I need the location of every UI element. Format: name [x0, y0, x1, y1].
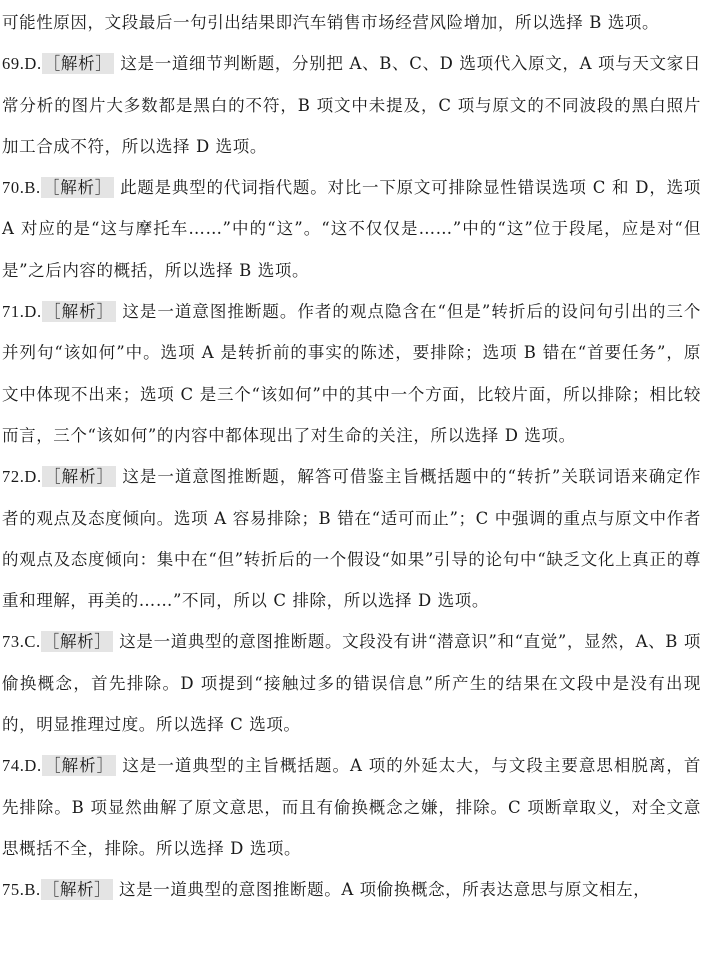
- paragraph-70: [2, 167, 701, 291]
- analysis-tag: ［解析］: [42, 880, 112, 900]
- analysis-tag: ［解析］: [43, 54, 113, 74]
- question-number: 70.B.: [2, 178, 41, 198]
- paragraph-71: [2, 291, 701, 456]
- paragraph-74: [2, 745, 701, 869]
- paragraph-75: [2, 869, 701, 910]
- paragraph-text: 这是一道典型的意图推断题。A 项偷换概念，所表达意思与原文相左，: [113, 880, 651, 900]
- analysis-tag: ［解析］: [43, 467, 115, 487]
- analysis-tag: ［解析］: [43, 756, 115, 776]
- analysis-tag: ［解析］: [42, 632, 112, 652]
- paragraph-text: 可能性原因，文段最后一句引出结果即汽车销售市场经营风险增加，所以选择 B 选项。: [2, 13, 660, 32]
- analysis-tag: ［解析］: [42, 178, 113, 198]
- paragraph-72: [2, 456, 701, 621]
- question-number: 71.D.: [2, 302, 42, 322]
- question-number: 69.D.: [2, 54, 42, 74]
- paragraph-69: [2, 43, 701, 167]
- paragraph-text: 这是一道典型的意图推断题。文段没有讲“潜意识”和“直觉”，显然，A、B 项偷换概念，首先排除。D 项提到“接触过多的错误信息”所产生的结果在文段中是没有出现的，明显推理过度。所以选择 C 选项。: [2, 632, 701, 735]
- question-number: 72.D.: [2, 467, 42, 487]
- paragraph-text: 这是一道意图推断题，解答可借鉴主旨概括题中的“转折”关联词语来确定作者的观点及态度倾向。选项 A 容易排除；B 错在“适可而止”；C 中强调的重点与原文中作者的观点及态度倾向：集中在“但”转折后的一个假设“如果”引导的论句中“缺乏文化上真正的尊重和理解，再美的……”不同，所以 C 排除，所以选择 D 选项。: [2, 467, 701, 611]
- paragraph-text: 这是一道意图推断题。作者的观点隐含在“但是”转折后的设问句引出的三个并列句“该如何”中。选项 A 是转折前的事实的陈述，要排除；选项 B 错在“首要任务”，原文中体现不出来；选项 C 是三个“该如何”中的其中一个方面，比较片面，所以排除；相比较而言，三个“该如何”的内容中都体现出了对生命的关注，所以选择 D 选项。: [2, 302, 701, 445]
- analysis-tag: ［解析］: [43, 302, 115, 322]
- paragraph-text: 这是一道典型的主旨概括题。A 项的外延太大，与文段主要意思相脱离，首先排除。B 项显然曲解了原文意思，而且有偷换概念之嫌，排除。C 项断章取义，对全文意思概括不全，排除。所以选择 D 选项。: [2, 756, 702, 858]
- paragraph-68-tail: [2, 2, 701, 43]
- question-number: 75.B.: [2, 880, 41, 900]
- question-number: 74.D.: [2, 756, 42, 776]
- paragraph-73: [2, 621, 701, 745]
- question-number: 73.C.: [2, 632, 41, 652]
- paragraph-text: 这是一道细节判断题，分别把 A、B、C、D 选项代入原文，A 项与天文家日常分析的图片大多数都是黑白的不符，B 项文中未提及，C 项与原文的不同波段的黑白照片加工合成不符，所以选择 D 选项。: [2, 54, 702, 156]
- paragraph-text: 此题是典型的代词指代题。对比一下原文可排除显性错误选项 C 和 D，选项 A 对应的是“这与摩托车……”中的“这”。“这不仅仅是……”中的“这”位于段尾，应是对“但是”之后内容的概括，所以选择 B 选项。: [2, 178, 701, 280]
